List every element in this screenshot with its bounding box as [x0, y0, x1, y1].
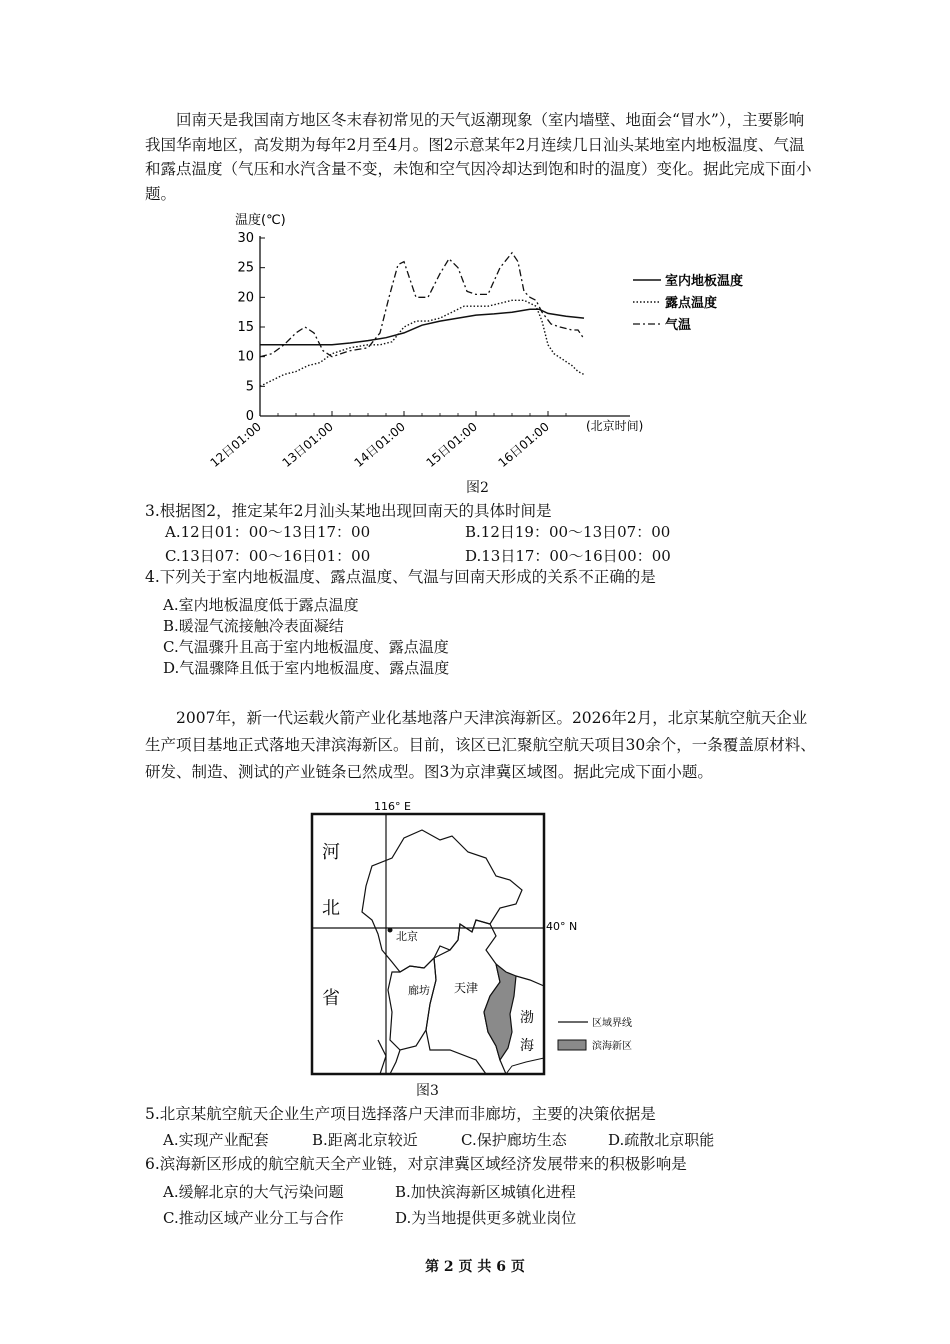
y-tick-label: 5 — [245, 379, 254, 395]
y-tick-label: 20 — [237, 290, 254, 306]
legend-label-3: 气温 — [665, 318, 692, 333]
question-4-stem: 4.下列关于室内地板温度、露点温度、气温与回南天形成的关系不正确的是 — [145, 568, 656, 586]
y-tick-label: 15 — [237, 320, 254, 335]
figure-2-caption: 图2 — [466, 480, 489, 496]
hebei-char-2: 北 — [322, 898, 340, 919]
bohai-char-2: 海 — [520, 1038, 534, 1054]
question-3-stem: 3.根据图2，推定某年2月汕头某地出现回南天的具体时间是 — [145, 502, 552, 520]
question-5-option-a[interactable]: A.实现产业配套 — [163, 1131, 269, 1149]
hebei-char-1: 河 — [322, 842, 340, 863]
question-3-option-b[interactable]: B.12日19：00～13日07：00 — [465, 523, 671, 541]
question-4-option-d[interactable]: D.气温骤降且低于室内地板温度、露点温度 — [163, 659, 450, 677]
question-3-option-a[interactable]: A.12日01：00～13日17：00 — [165, 523, 371, 541]
y-tick-label: 30 — [237, 231, 254, 246]
question-4-option-a[interactable]: A.室内地板温度低于露点温度 — [163, 596, 359, 614]
beijing-marker — [388, 928, 393, 933]
legend-binhai-swatch — [558, 1040, 586, 1050]
legend-label-2: 露点温度 — [665, 296, 718, 311]
question-3-option-d[interactable]: D.13日17：00～16日00：00 — [465, 547, 671, 565]
x-tick-label: 15日01:00 — [423, 419, 480, 471]
bohai-char-1: 渤 — [520, 1010, 534, 1026]
question-4-option-c[interactable]: C.气温骤升且高于室内地板温度、露点温度 — [163, 638, 449, 656]
question-3-option-c[interactable]: C.13日07：00～16日01：00 — [165, 547, 371, 565]
page-footer: 第 2 页 共 6 页 — [425, 1259, 525, 1275]
x-tick-label: 12日01:00 — [207, 419, 264, 471]
series-line-3 — [260, 253, 584, 357]
series-line-1 — [260, 309, 584, 345]
intro-paragraph-1: 回南天是我国南方地区冬末春初常见的天气返潮现象（室内墙壁、地面会“冒水”），主要影响我国华南地区，高发期为每年2月至4月。图2示意某年2月连续几日汕头某地室内地板温度、气温和露点温度（气压和水汽含量不变，未饱和空气因冷却达到饱和时的温度）变化。据此完成下面小题。 — [145, 111, 812, 203]
temperature-chart — [207, 208, 745, 478]
question-6-option-a[interactable]: A.缓解北京的大气污染问题 — [163, 1183, 344, 1201]
question-6-option-d[interactable]: D.为当地提供更多就业岗位 — [395, 1209, 577, 1227]
question-5-option-c[interactable]: C.保护廊坊生态 — [461, 1131, 567, 1149]
lat-label: 40° N — [546, 920, 578, 933]
question-6-stem: 6.滨海新区形成的航空航天全产业链，对京津冀区域经济发展带来的积极影响是 — [145, 1155, 687, 1173]
beijing-label: 北京 — [396, 930, 418, 943]
tianjin-label: 天津 — [454, 981, 479, 995]
question-4-option-b[interactable]: B.暖湿气流接触冷表面凝结 — [163, 617, 344, 635]
intro-paragraph-2: 2007年，新一代运载火箭产业化基地落户天津滨海新区。2026年2月，北京某航空航天企业生产项目基地正式落地天津滨海新区。目前，该区已汇聚航空航天项目30余个，一条覆盖原材料、研发、制造、测试的产业链条已然成型。图3为京津冀区域图。据此完成下面小题。 — [145, 709, 816, 781]
figure-3-caption: 图3 — [416, 1083, 439, 1099]
y-tick-label: 0 — [245, 409, 254, 424]
x-tick-label: 16日01:00 — [495, 419, 552, 471]
x-tick-label: 13日01:00 — [279, 419, 336, 471]
hebei-char-3: 省 — [322, 988, 340, 1009]
series-line-2 — [260, 300, 584, 386]
lon-label: 116° E — [374, 800, 411, 813]
y-axis-label: 温度(℃) — [235, 213, 286, 228]
langfang-label: 廊坊 — [408, 984, 430, 997]
legend-label-1: 室内地板温度 — [665, 274, 744, 289]
question-5-option-d[interactable]: D.疏散北京职能 — [608, 1131, 715, 1149]
x-tick-label: 14日01:00 — [351, 419, 408, 471]
y-tick-label: 10 — [237, 349, 254, 365]
question-6-option-c[interactable]: C.推动区域产业分工与合作 — [163, 1209, 344, 1227]
beijing-tianjin-hebei-map — [300, 800, 670, 1080]
legend-binhai-label: 滨海新区 — [592, 1041, 632, 1052]
legend-boundary-label: 区域界线 — [592, 1018, 632, 1029]
question-5-option-b[interactable]: B.距离北京较近 — [312, 1131, 418, 1149]
y-tick-label: 25 — [237, 260, 254, 276]
question-6-option-b[interactable]: B.加快滨海新区城镇化进程 — [395, 1183, 576, 1201]
x-axis-label: (北京时间) — [586, 419, 644, 433]
question-5-stem: 5.北京某航空航天企业生产项目选择落户天津而非廊坊，主要的决策依据是 — [145, 1105, 656, 1123]
